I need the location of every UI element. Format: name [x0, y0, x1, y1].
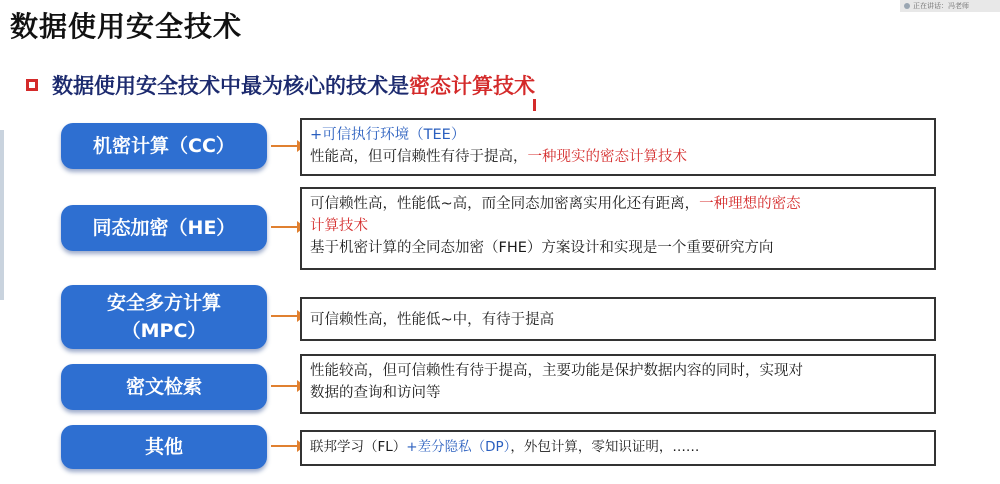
box-other — [300, 430, 936, 466]
label-text: 其他 — [144, 435, 183, 458]
box-he — [300, 187, 936, 270]
box-line — [310, 124, 926, 146]
bullet-square-icon — [26, 79, 38, 91]
box-text: +可信执行环境（TEE） — [310, 127, 466, 143]
box-text: 可信赖性高，性能低~中，有待于提高 — [310, 312, 555, 328]
box-text: 联邦学习（FL） — [310, 439, 407, 455]
box-line — [310, 146, 926, 168]
box-line — [310, 193, 926, 215]
box-text-highlight: 一种理想的密态 — [699, 196, 801, 212]
label-he — [61, 205, 267, 251]
arrow-icon — [271, 226, 299, 228]
label-search — [61, 364, 267, 410]
label-cc — [61, 123, 267, 169]
subtitle-prefix: 数据使用安全技术中最为核心的技术是 — [52, 74, 409, 98]
label-text: 安全多方计算 — [106, 291, 221, 314]
subtitle — [26, 70, 535, 100]
box-text: ，外包计算，零知识证明，…… — [510, 439, 700, 455]
box-text: 可信赖性高，性能低~高，而全同态加密离实用化还有距离， — [310, 196, 700, 212]
box-line — [310, 382, 926, 404]
box-line — [310, 309, 926, 331]
left-edge-bar — [0, 130, 4, 300]
box-text-highlight: 计算技术 — [310, 218, 368, 234]
box-line — [310, 237, 926, 259]
arrow-icon — [271, 445, 299, 447]
label-text: 密文检索 — [125, 375, 202, 398]
subtitle-text — [52, 70, 535, 100]
arrow-icon — [271, 145, 299, 147]
box-cc — [300, 118, 936, 176]
label-text: 机密计算（CC） — [93, 134, 235, 157]
speaker-icon — [904, 3, 910, 9]
box-line — [310, 436, 926, 458]
label-text: （MPC） — [121, 320, 207, 342]
box-text: 性能较高，但可信赖性有待于提高，主要功能是保护数据内容的同时，实现对 — [310, 363, 803, 379]
box-mpc — [300, 297, 936, 341]
box-text: 数据的查询和访问等 — [310, 385, 441, 401]
label-other — [61, 425, 267, 469]
box-line — [310, 215, 926, 237]
box-line — [310, 360, 926, 382]
meeting-text: 正在讲话：冯老师 — [913, 2, 969, 10]
arrow-icon — [271, 385, 299, 387]
meeting-indicator — [900, 0, 1000, 12]
box-search — [300, 354, 936, 414]
subtitle-pointer — [533, 99, 536, 111]
box-text: 性能高，但可信赖性有待于提高， — [310, 149, 528, 165]
page-title: 数据使用安全技术 — [10, 10, 243, 43]
arrow-icon — [271, 315, 299, 317]
label-mpc — [61, 285, 267, 349]
label-text: 同态加密（HE） — [92, 216, 236, 239]
subtitle-highlight: 密态计算技术 — [409, 74, 535, 98]
box-text-highlight: +差分隐私（DP） — [406, 439, 511, 455]
box-text-highlight: 一种现实的密态计算技术 — [527, 149, 687, 165]
box-text: 基于机密计算的全同态加密（FHE）方案设计和实现是一个重要研究方向 — [310, 240, 774, 256]
